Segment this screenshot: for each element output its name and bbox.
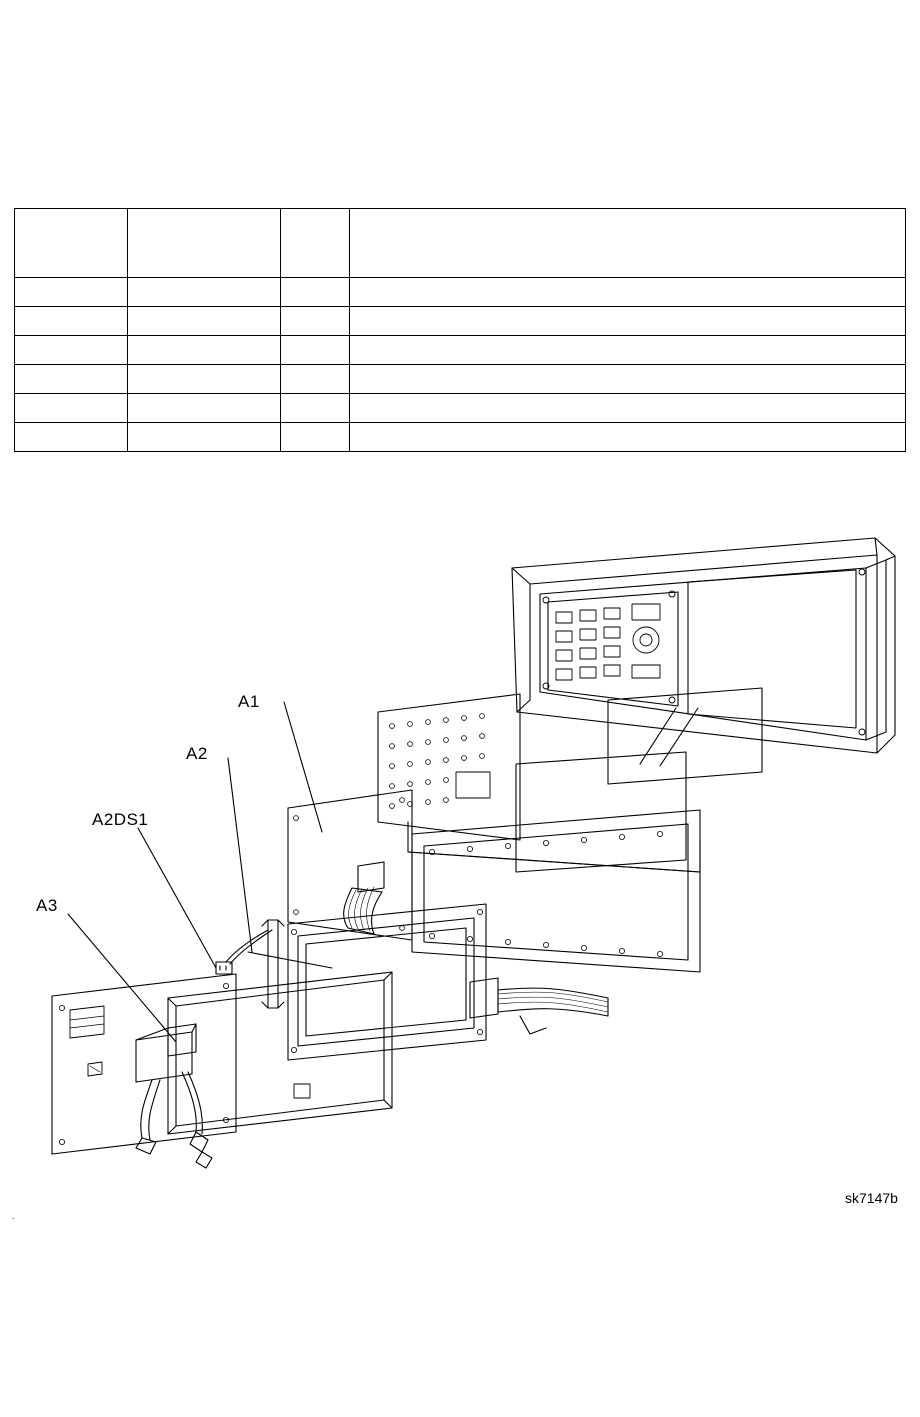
cell-part-number <box>128 365 281 394</box>
cell-description <box>350 278 906 307</box>
column-header-qty <box>281 209 350 278</box>
leader-a3 <box>68 914 176 1042</box>
exploded-assembly-diagram <box>0 500 920 1260</box>
cell-qty <box>281 278 350 307</box>
column-header-part-number <box>128 209 281 278</box>
cell-qty <box>281 307 350 336</box>
cell-qty <box>281 394 350 423</box>
cell-qty <box>281 365 350 394</box>
cell-description <box>350 365 906 394</box>
cell-description <box>350 307 906 336</box>
table-row <box>15 365 906 394</box>
cell-reference <box>15 423 128 452</box>
callout-label-a1: A1 <box>238 692 260 711</box>
column-header-description <box>350 209 906 278</box>
figure-id-label: sk7147b <box>845 1190 898 1206</box>
cell-reference <box>15 365 128 394</box>
leader-a1 <box>284 702 322 832</box>
display-window-glass <box>608 688 762 784</box>
corner-tick-mark: . <box>12 1211 15 1221</box>
callout-label-a2: A2 <box>186 744 208 763</box>
column-header-reference <box>15 209 128 278</box>
cell-qty <box>281 336 350 365</box>
cell-part-number <box>128 423 281 452</box>
leader-a2-upper <box>228 758 252 952</box>
cell-reference <box>15 278 128 307</box>
cell-reference <box>15 336 128 365</box>
ribbon-cable <box>344 862 384 934</box>
leader-a2ds1 <box>138 828 216 968</box>
cell-qty <box>281 423 350 452</box>
table-row <box>15 394 906 423</box>
cell-description <box>350 423 906 452</box>
parts-table <box>14 208 906 452</box>
table-row <box>15 307 906 336</box>
cell-part-number <box>128 394 281 423</box>
cell-description <box>350 394 906 423</box>
cell-part-number <box>128 307 281 336</box>
cell-reference <box>15 307 128 336</box>
table-header-row <box>15 209 906 278</box>
callout-label-a2ds1: A2DS1 <box>92 810 149 829</box>
cell-description <box>350 336 906 365</box>
table-row <box>15 336 906 365</box>
table-row <box>15 423 906 452</box>
cell-reference <box>15 394 128 423</box>
assembly-drawing <box>0 500 920 1260</box>
leader-a2 <box>248 952 332 968</box>
cell-part-number <box>128 336 281 365</box>
a3-board <box>52 974 236 1168</box>
front-panel-assembly <box>512 538 895 753</box>
callout-label-a3: A3 <box>36 896 58 915</box>
a2-display-module <box>288 904 608 1060</box>
table-row <box>15 278 906 307</box>
cell-part-number <box>128 278 281 307</box>
